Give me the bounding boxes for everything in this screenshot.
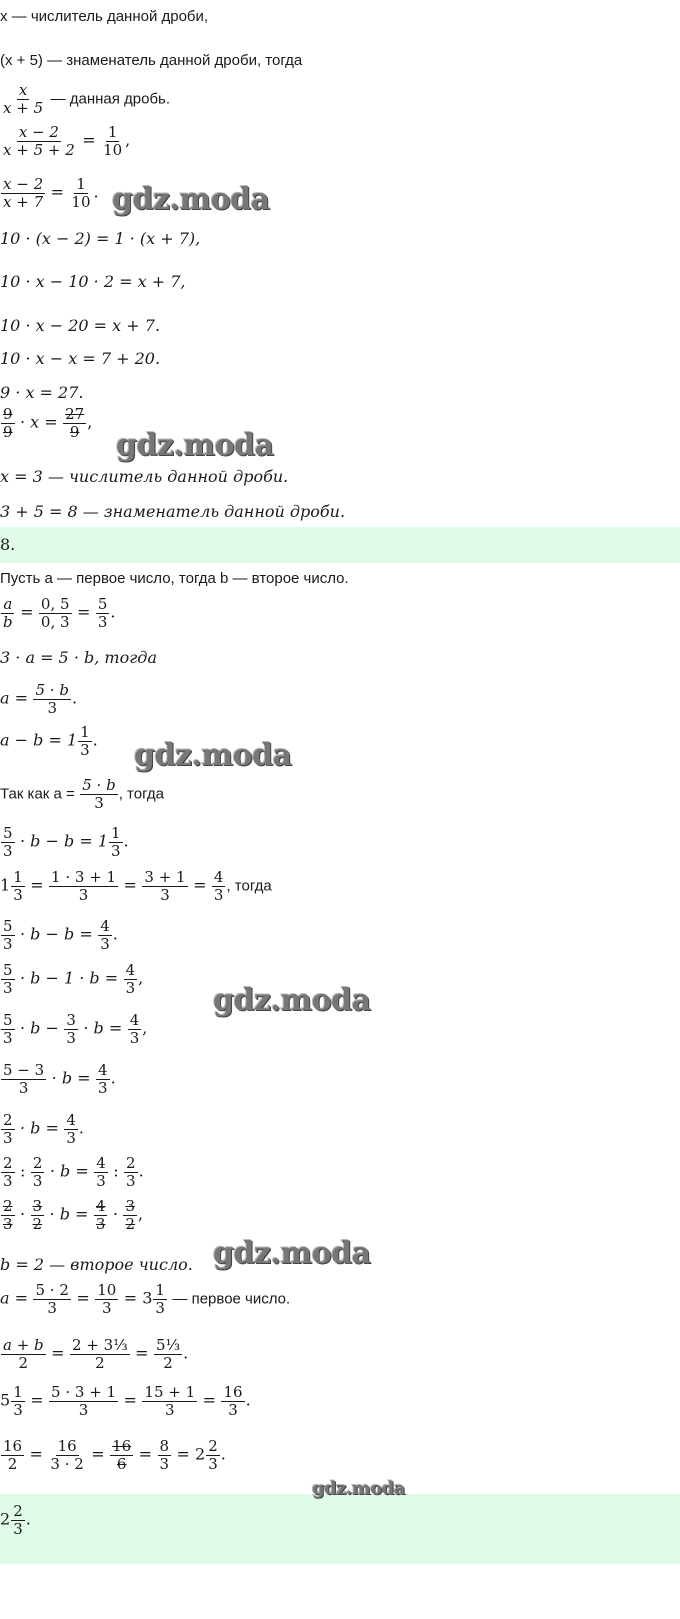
substitution: $\frac{5}{3}$ · b − b = 1 $\frac{1}{3}$ . [3,824,129,860]
equation-6: 10 · x − x = 7 + 20. [0,349,161,368]
equation-1: $\frac{x - 2}{x + 5 + 2}$ = $\frac{1}{10}$ , [3,123,131,159]
given-fraction: $\frac{x}{x + 5}$ — данная дробь. [3,81,171,117]
let-statement: Пусть a — первое число, тогда b — второе число. [0,570,349,587]
step-3: $\frac{5}{3}$ · b − $\frac{3}{3}$ · b = $\frac{4}{3}$ , [3,1011,148,1047]
a-expression: a = $\frac{5 \cdot b}{3}$ . [0,681,78,717]
numerator-definition: x — числитель данной дроби, [0,8,209,25]
a-result: a = $\frac{5 \cdot 2}{3}$ = $\frac{10}{3}$ = 3 $\frac{1}{3}$ — первое число. [0,1281,291,1317]
equation-2: $\frac{x - 2}{x + 7}$ = $\frac{1}{10}$ . [3,175,99,211]
mixed-conversion: 1 $\frac{1}{3}$ = $\frac{1 \cdot 3 + 1}{3}$ = $\frac{3 + 1}{3}$ = $\frac{4}{3}$ , тогда [0,868,272,904]
watermark: gdz.moda [116,428,274,463]
answer: 2 $\frac{2}{3}$ . [0,1502,31,1538]
denominator-definition: (x + 5) — знаменатель данной дроби, тогда [0,52,303,69]
watermark: gdz.moda [312,1478,405,1499]
step-1: $\frac{5}{3}$ · b − b = $\frac{4}{3}$ . [3,917,118,953]
equation-8: $\frac{9}{9}$ · x = $\frac{27}{9}$ , [3,405,93,441]
x-result: x = 3 — числитель данной дроби. [0,467,289,486]
equation-5: 10 · x − 20 = x + 7. [0,316,161,335]
step-4: $\frac{5 - 3}{3}$ · b = $\frac{4}{3}$ . [3,1061,116,1097]
since-statement: Так как a = $\frac{5 \cdot b}{3}$ , тогда [0,776,164,812]
watermark: gdz.moda [213,983,371,1018]
watermark: gdz.moda [112,182,270,217]
equation-7: 9 · x = 27. [0,383,84,402]
mixed-conversion-2: 5 $\frac{1}{3}$ = $\frac{5 \cdot 3 + 1}{3}$ = $\frac{15 + 1}{3}$ = $\frac{16}{3}$ . [0,1383,251,1419]
step-2: $\frac{5}{3}$ · b − 1 · b = $\frac{4}{3}$ , [3,961,144,997]
mean-equation: $\frac{a + b}{2}$ = $\frac{\text{2 + 3⅓}}{2}$ = $\frac{\text{5⅓}}{2}$ . [3,1336,189,1372]
b-result: b = 2 — второе число. [0,1255,193,1274]
step-5: $\frac{2}{3}$ · b = $\frac{4}{3}$ . [3,1111,84,1147]
difference: a − b = 1 $\frac{1}{3}$ . [0,723,98,759]
watermark: gdz.moda [213,1236,371,1271]
watermark: gdz.moda [134,738,292,773]
ratio-equation: $\frac{a}{b}$ = $\frac{0, 5}{0, 3}$ = $\frac{5}{3}$ . [3,595,116,631]
cross-multiply: 3 · a = 5 · b, тогда [0,648,157,667]
task-number-bar [0,527,680,563]
task-number: 8. [0,535,16,554]
fraction: $\frac{x}{x + 5}$ [3,81,44,117]
step-7: $\frac{2}{3}$ · $\frac{3}{2}$ · b = $\frac{4}{3}$ · $\frac{3}{2}$ , [3,1197,144,1233]
equation-3: 10 · (x − 2) = 1 · (x + 7), [0,229,201,248]
answer-bar [0,1494,680,1564]
denominator-result: 3 + 5 = 8 — знаменатель данной дроби. [0,502,346,521]
final-computation: $\frac{16}{2}$ = $\frac{16}{3 \cdot 2}$ = $\frac{16}{6}$ = $\frac{8}{3}$ = 2 $\frac{2}{3}$ . [3,1437,226,1473]
equation-4: 10 · x − 10 · 2 = x + 7, [0,272,186,291]
step-6: $\frac{2}{3}$ : $\frac{2}{3}$ · b = $\frac{4}{3}$ : $\frac{2}{3}$ . [3,1154,144,1190]
